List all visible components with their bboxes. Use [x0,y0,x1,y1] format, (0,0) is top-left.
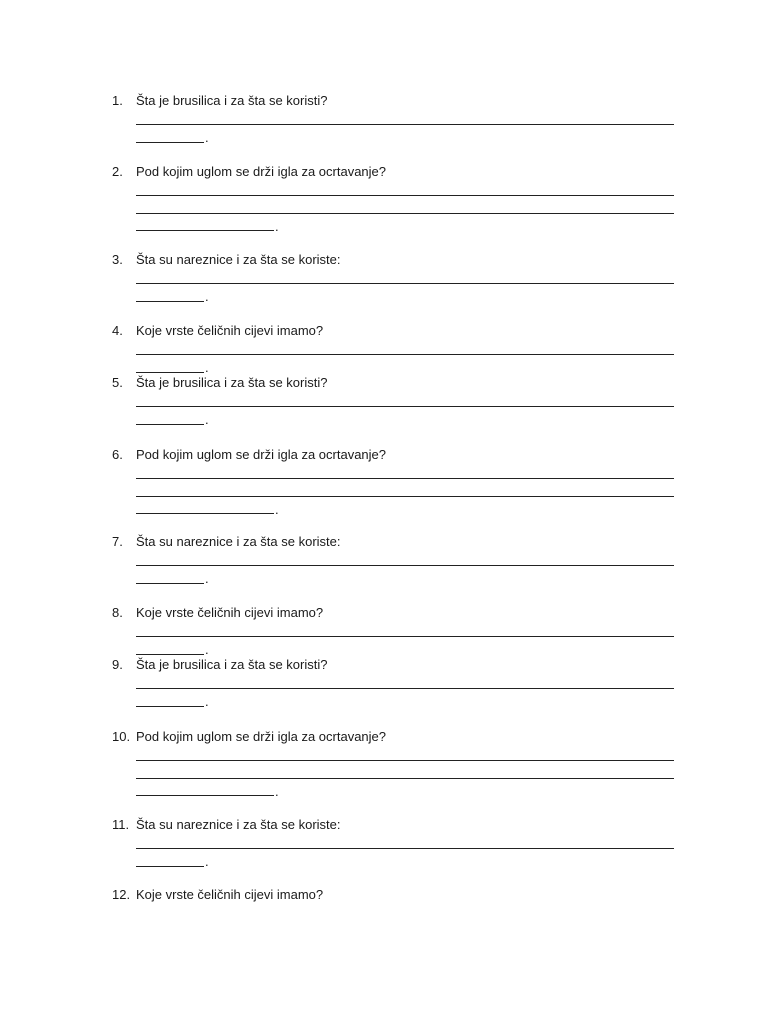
question-text [112,604,323,622]
question-label: Koje vrste čeličnih cijevi imamo? [136,323,324,338]
question-number: 8. [112,605,123,620]
answer-end-mark: . [205,412,209,427]
answer-end-mark: . [275,784,279,799]
answer-end-mark: . [205,694,209,709]
question-text [112,446,386,464]
question-text [112,374,327,392]
question-text [112,728,386,746]
answer-line [136,301,204,302]
question-label: Šta je brusilica i za šta se koristi? [136,93,328,108]
question-number: 3. [112,252,123,267]
question-number: 11. [112,817,130,832]
answer-end-mark: . [205,571,209,586]
question-label: Šta je brusilica i za šta se koristi? [136,657,328,672]
question-number: 2. [112,164,123,179]
answer-line [136,795,274,796]
answer-line [136,372,204,373]
answer-line [136,124,674,125]
answer-line [136,565,674,566]
question-label: Šta su nareznice i za šta se koriste: [136,534,341,549]
answer-line [136,283,674,284]
question-number: 7. [112,534,123,549]
question-number: 9. [112,657,123,672]
answer-line [136,213,674,214]
answer-end-mark: . [275,219,279,234]
answer-line [136,478,674,479]
question-text [112,322,323,340]
answer-end-mark: . [205,130,209,145]
question-label: Šta je brusilica i za šta se koristi? [136,375,328,390]
answer-line [136,760,674,761]
answer-line [136,866,204,867]
question-number: 12. [112,887,131,902]
question-label: Koje vrste čeličnih cijevi imamo? [136,887,324,902]
answer-line [136,848,674,849]
question-text [112,92,327,110]
question-text [112,251,340,269]
question-label: Pod kojim uglom se drži igla za ocrtavanje? [136,729,387,744]
question-text [112,656,327,674]
answer-line [136,636,674,637]
answer-end-mark: . [205,289,209,304]
question-text [112,163,386,181]
answer-line [136,654,204,655]
answer-line [136,778,674,779]
answer-line [136,706,204,707]
question-number: 6. [112,447,123,462]
question-text [112,533,340,551]
answer-line [136,230,274,231]
question-number: 10. [112,729,131,744]
question-label: Pod kojim uglom se drži igla za ocrtavanje? [136,447,387,462]
answer-line [136,583,204,584]
answer-line [136,195,674,196]
answer-end-mark: . [205,360,209,375]
question-label: Pod kojim uglom se drži igla za ocrtavanje? [136,164,387,179]
question-number: 5. [112,375,123,390]
question-label: Koje vrste čeličnih cijevi imamo? [136,605,324,620]
question-label: Šta su nareznice i za šta se koriste: [136,817,341,832]
answer-line [136,424,204,425]
answer-line [136,406,674,407]
answer-line [136,513,274,514]
answer-end-mark: . [205,854,209,869]
answer-line [136,142,204,143]
question-number: 1. [112,93,123,108]
answer-line [136,688,674,689]
question-label: Šta su nareznice i za šta se koriste: [136,252,341,267]
question-number: 4. [112,323,123,338]
answer-line [136,496,674,497]
answer-end-mark: . [275,502,279,517]
question-text [112,816,340,834]
answer-line [136,354,674,355]
question-text [112,886,323,904]
answer-end-mark: . [205,642,209,657]
